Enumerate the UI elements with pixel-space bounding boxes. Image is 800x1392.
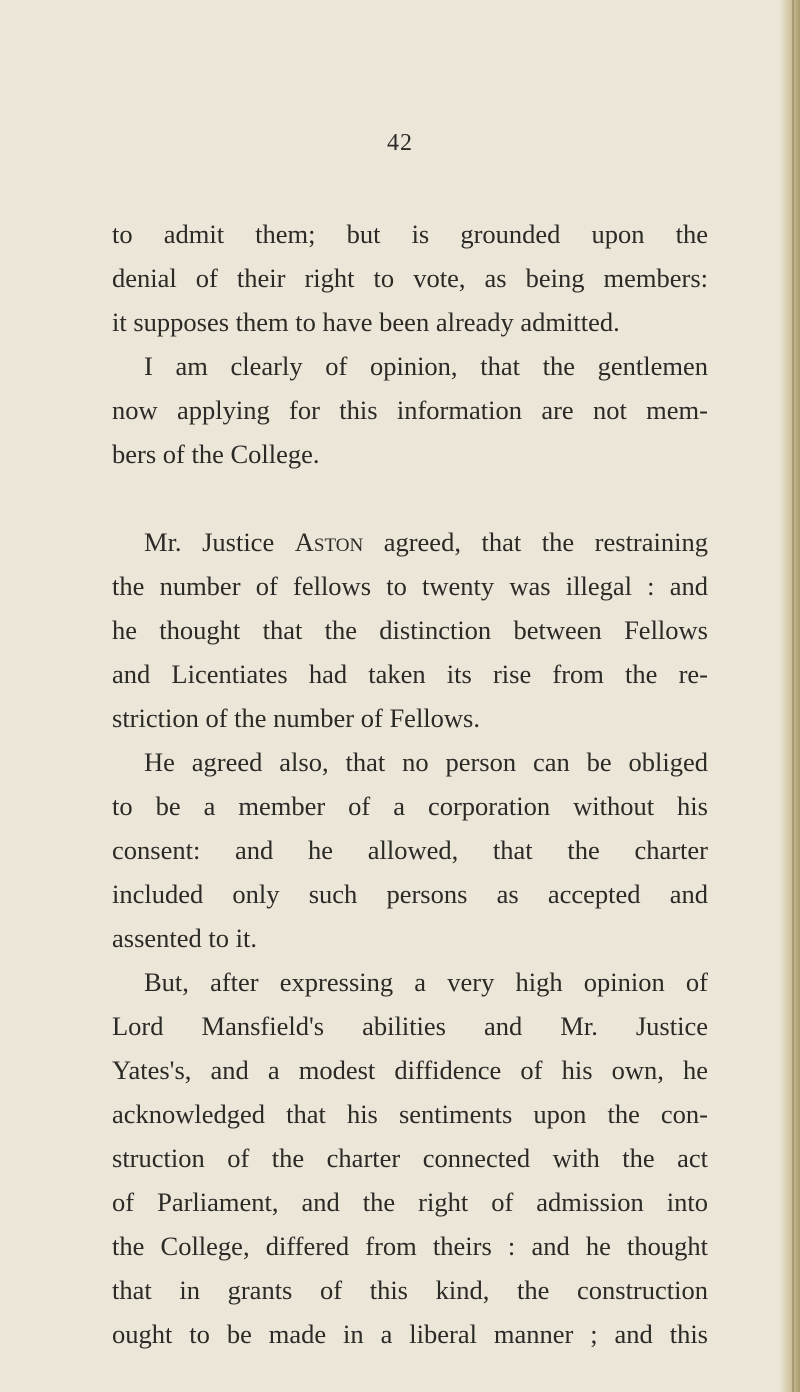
text-line: he thought that the distinction between Fellows [112, 615, 708, 645]
text-line: and Licentiates had taken its rise from the re- [112, 659, 708, 689]
text-line: Yates's, and a modest diffidence of his own, he [112, 1055, 708, 1085]
text-line: now applying for this information are not mem- [112, 395, 708, 425]
text-line: bers of the College. [112, 439, 320, 469]
text-line: assented to it. [112, 923, 257, 953]
paragraph-first-line: But, after expressing a very high opinion of [144, 967, 708, 997]
text-span: agreed, that the restraining [363, 527, 708, 557]
text-line: acknowledged that his sentiments upon the con- [112, 1099, 708, 1129]
text-line: to admit them; but is grounded upon the [112, 219, 708, 249]
text-line: struction of the charter connected with the act [112, 1143, 708, 1173]
page-number: 42 [387, 130, 413, 156]
paragraph-first-line: I am clearly of opinion, that the gentlemen [144, 351, 708, 381]
text-line: it supposes them to have been already admitted. [112, 307, 620, 337]
page-edge-shadow [792, 0, 794, 1392]
text-line: of Parliament, and the right of admission into [112, 1187, 708, 1217]
paragraph-first-line: He agreed also, that no person can be obliged [144, 747, 708, 777]
text-span: Mr. Justice [144, 527, 295, 557]
text-line: included only such persons as accepted and [112, 879, 708, 909]
text-line: to be a member of a corporation without his [112, 791, 708, 821]
text-line: the number of fellows to twenty was illegal : and [112, 571, 708, 601]
text-line: denial of their right to vote, as being members: [112, 263, 708, 293]
text-line: Lord Mansfield's abilities and Mr. Justice [112, 1011, 708, 1041]
text-line: consent: and he allowed, that the charter [112, 835, 708, 865]
paragraph-first-line [144, 520, 708, 564]
text-line: the College, differed from theirs : and he thought [112, 1231, 708, 1261]
text-line: striction of the number of Fellows. [112, 703, 480, 733]
text-line: ought to be made in a liberal manner ; and this [112, 1319, 708, 1349]
page-edge [780, 0, 800, 1392]
judge-name: Aston [294, 527, 364, 557]
text-line: that in grants of this kind, the construction [112, 1275, 708, 1305]
